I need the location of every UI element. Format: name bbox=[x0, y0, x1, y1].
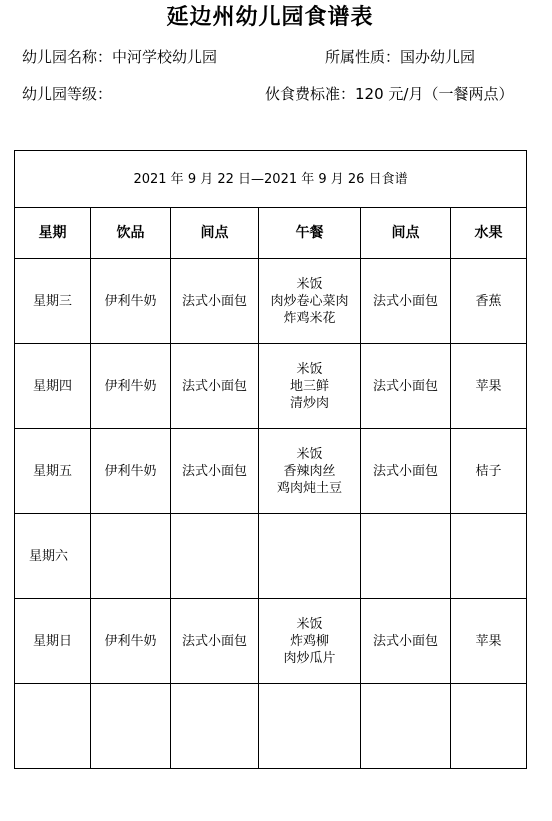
cell-lunch bbox=[259, 429, 361, 514]
kindergarten-nature bbox=[325, 47, 475, 67]
table-header-row bbox=[15, 208, 527, 259]
menu-table bbox=[14, 150, 527, 769]
page-title: 延边州幼儿园食谱表 bbox=[166, 5, 374, 30]
cell-snack-1 bbox=[171, 684, 259, 769]
cell-fruit: 苹果 bbox=[451, 344, 527, 429]
cell-drink bbox=[91, 514, 171, 599]
cell-snack-2: 法式小面包 bbox=[361, 599, 451, 684]
table-row bbox=[15, 684, 527, 769]
kindergarten-level-label: 幼儿园等级： bbox=[22, 85, 113, 103]
lunch-item: 炸鸡米花 bbox=[283, 310, 336, 326]
table-caption: 2021 年 9 月 22 日—2021 年 9 月 26 日食谱 bbox=[15, 151, 527, 208]
lunch-item: 炸鸡柳 bbox=[289, 633, 329, 649]
cell-snack-2 bbox=[361, 684, 451, 769]
kindergarten-level bbox=[22, 84, 112, 104]
cell-lunch bbox=[259, 514, 361, 599]
table-caption-row bbox=[15, 151, 527, 208]
cell-day: 星期六 bbox=[15, 514, 91, 599]
cell-lunch bbox=[259, 344, 361, 429]
cell-lunch bbox=[259, 259, 361, 344]
lunch-item: 清炒肉 bbox=[289, 395, 329, 411]
meal-fee bbox=[265, 84, 513, 104]
header-drink: 饮品 bbox=[91, 208, 171, 259]
table-row bbox=[15, 514, 527, 599]
table-row bbox=[15, 429, 527, 514]
lunch-item: 鸡肉炖土豆 bbox=[276, 480, 342, 496]
cell-day: 星期五 bbox=[15, 429, 91, 514]
table-row bbox=[15, 344, 527, 429]
cell-snack-2: 法式小面包 bbox=[361, 344, 451, 429]
cell-day: 星期四 bbox=[15, 344, 91, 429]
kindergarten-nature-label: 所属性质： bbox=[325, 48, 401, 66]
kindergarten-nature-value: 国办幼儿园 bbox=[400, 48, 476, 66]
meal-fee-label: 伙食费标准： bbox=[265, 85, 356, 103]
cell-drink: 伊利牛奶 bbox=[91, 344, 171, 429]
cell-snack-1 bbox=[171, 514, 259, 599]
lunch-item: 米饭 bbox=[296, 446, 323, 462]
cell-drink: 伊利牛奶 bbox=[91, 259, 171, 344]
meal-fee-value: 120 元/月（一餐两点） bbox=[355, 85, 514, 103]
cell-fruit: 香蕉 bbox=[451, 259, 527, 344]
kindergarten-name bbox=[22, 47, 217, 67]
cell-lunch bbox=[259, 684, 361, 769]
cell-drink: 伊利牛奶 bbox=[91, 429, 171, 514]
cell-day: 星期三 bbox=[15, 259, 91, 344]
header-fruit: 水果 bbox=[451, 208, 527, 259]
cell-snack-2: 法式小面包 bbox=[361, 429, 451, 514]
header-weekday: 星期 bbox=[15, 208, 91, 259]
cell-drink bbox=[91, 684, 171, 769]
lunch-item: 地三鲜 bbox=[289, 378, 329, 394]
lunch-item: 米饭 bbox=[296, 276, 323, 292]
cell-fruit: 苹果 bbox=[451, 599, 527, 684]
cell-snack-1: 法式小面包 bbox=[171, 259, 259, 344]
lunch-item: 米饭 bbox=[296, 361, 323, 377]
cell-snack-1: 法式小面包 bbox=[171, 429, 259, 514]
header-snack-2: 间点 bbox=[361, 208, 451, 259]
cell-snack-1: 法式小面包 bbox=[171, 599, 259, 684]
cell-lunch bbox=[259, 599, 361, 684]
cell-drink: 伊利牛奶 bbox=[91, 599, 171, 684]
lunch-item: 香辣肉丝 bbox=[283, 463, 336, 479]
lunch-item: 肉炒瓜片 bbox=[283, 650, 336, 666]
kindergarten-name-label: 幼儿园名称： bbox=[22, 48, 113, 66]
cell-snack-1: 法式小面包 bbox=[171, 344, 259, 429]
cell-fruit: 桔子 bbox=[451, 429, 527, 514]
cell-snack-2: 法式小面包 bbox=[361, 259, 451, 344]
kindergarten-name-value: 中河学校幼儿园 bbox=[112, 48, 218, 66]
cell-day bbox=[15, 684, 91, 769]
table-row bbox=[15, 599, 527, 684]
header-lunch: 午餐 bbox=[259, 208, 361, 259]
lunch-item: 肉炒卷心菜肉 bbox=[270, 293, 349, 309]
cell-day: 星期日 bbox=[15, 599, 91, 684]
cell-fruit bbox=[451, 684, 527, 769]
header-snack-1: 间点 bbox=[171, 208, 259, 259]
cell-fruit bbox=[451, 514, 527, 599]
cell-snack-2 bbox=[361, 514, 451, 599]
lunch-item: 米饭 bbox=[296, 616, 323, 632]
table-row bbox=[15, 259, 527, 344]
